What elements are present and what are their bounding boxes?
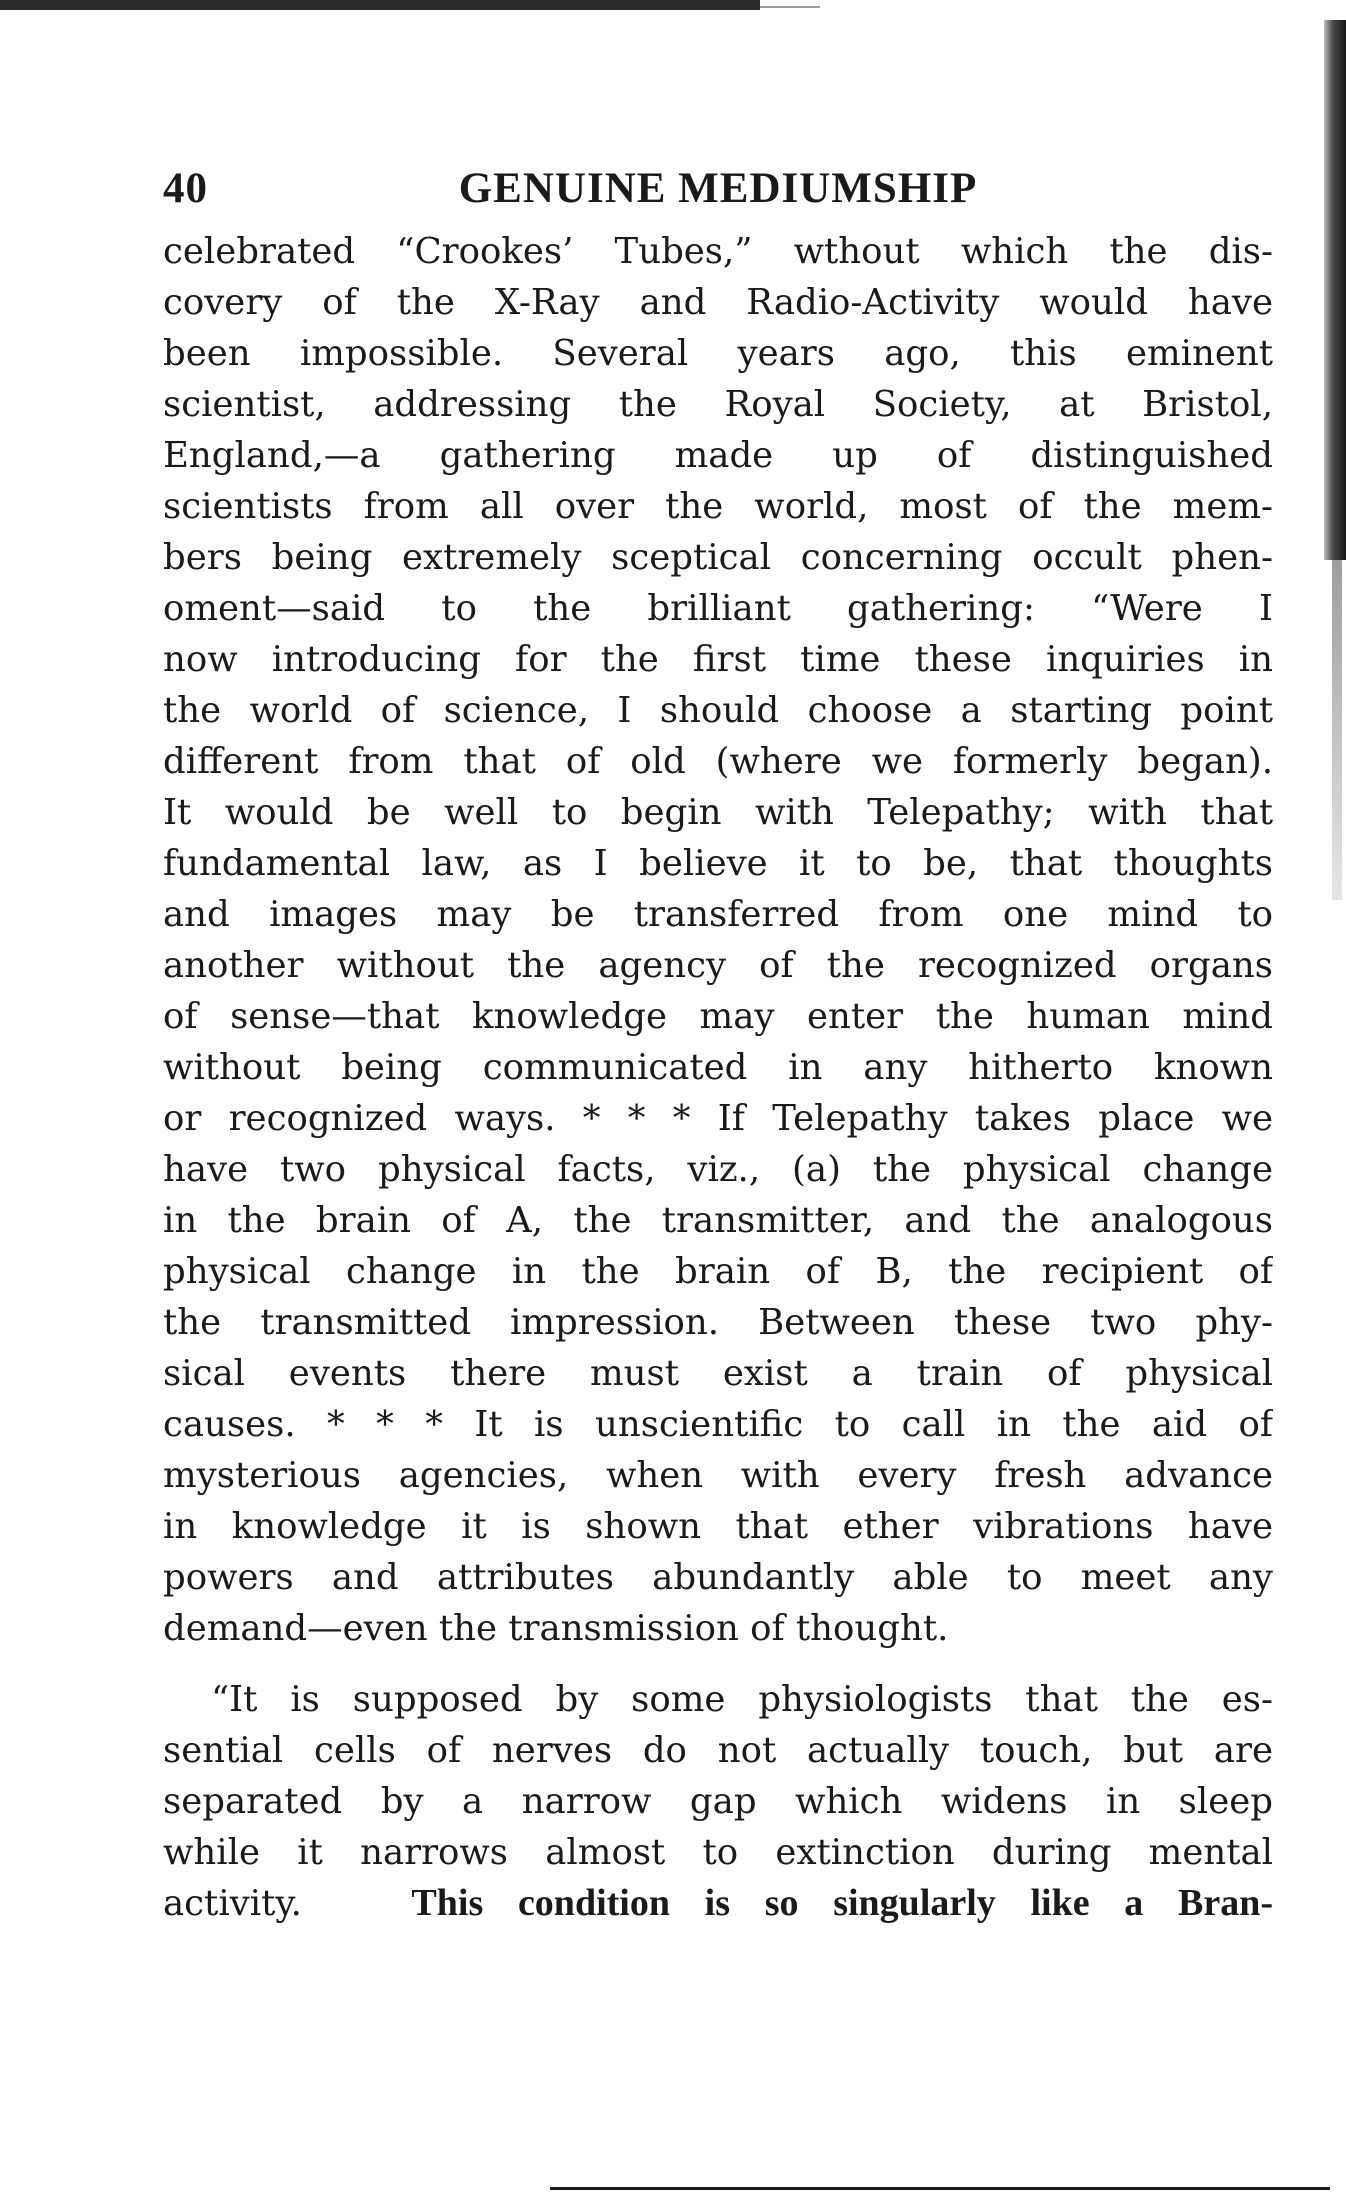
text-line: fundamental law, as I believe it to be, that thoughts [163,843,1273,884]
text-line: causes. * * * It is unscientific to call in the aid of [163,1404,1273,1445]
text-line: celebrated “Crookes’ Tubes,” wthout which the dis- [163,231,1273,272]
text-line: without being communicated in any hitherto known [163,1047,1273,1088]
book-page [163,152,1273,1929]
text-line: or recognized ways. * * * If Telepathy takes place we [163,1098,1273,1139]
text-line: powers and attributes abundantly able to meet any [163,1557,1273,1598]
text-line: the world of science, I should choose a starting point [163,690,1273,731]
text-line: separated by a narrow gap which widens in sleep [163,1781,1273,1822]
text-line: mysterious agencies, when with every fresh advance [163,1455,1273,1496]
page-edge-shadow [1324,20,1346,560]
text-line: sential cells of nerves do not actually touch, but are [163,1730,1273,1771]
text-line: oment—said to the brilliant gathering: “Were I [163,588,1273,629]
running-title: GENUINE MEDIUMSHIP [458,165,978,212]
text-line: demand—even the transmission of thought. [163,1608,949,1649]
text-line: now introducing for the first time these inquiries in [163,639,1273,680]
text-line: have two physical facts, viz., (a) the physical change [163,1149,1273,1190]
top-edge-rule-faint [760,6,820,8]
text-line: bers being extremely sceptical concerning occult phen- [163,537,1273,578]
text-line: in knowledge it is shown that ether vibrations have [163,1506,1273,1547]
text-line: been impossible. Several years ago, this eminent [163,333,1273,374]
text-line-mixed [163,1878,1273,1929]
text-line: while it narrows almost to extinction during mental [163,1832,1273,1873]
top-edge-rule [0,0,760,10]
text-line: and images may be transferred from one mind to [163,894,1273,935]
plain-text: activity. [163,1883,302,1924]
running-head [163,152,1273,226]
text-line: different from that of old (where we formerly began). [163,741,1273,782]
text-line: sical events there must exist a train of physical [163,1353,1273,1394]
text-line: of sense—that knowledge may enter the human mind [163,996,1273,1037]
bold-text: This condition is so singularly like a Bran- [411,1882,1273,1924]
text-line: in the brain of A, the transmitter, and the analogous [163,1200,1273,1241]
text-line: scientists from all over the world, most of the mem- [163,486,1273,527]
text-line: another without the agency of the recognized organs [163,945,1273,986]
page-edge-shadow-light [1332,560,1342,900]
paragraph-1 [163,226,1273,1654]
bottom-edge-rule [550,2187,1330,2190]
text-line: scientist, addressing the Royal Society, at Bristol, [163,384,1273,425]
page-number: 40 [163,165,208,212]
text-line: the transmitted impression. Between these two phy- [163,1302,1273,1343]
text-line: physical change in the brain of B, the recipient of [163,1251,1273,1292]
text-line: covery of the X-Ray and Radio-Activity would have [163,282,1273,323]
text-line: “It is supposed by some physiologists that the es- [211,1679,1273,1720]
text-line: England,—a gathering made up of distinguished [163,435,1273,476]
text-line: It would be well to begin with Telepathy; with that [163,792,1273,833]
paragraph-2 [163,1674,1273,1929]
